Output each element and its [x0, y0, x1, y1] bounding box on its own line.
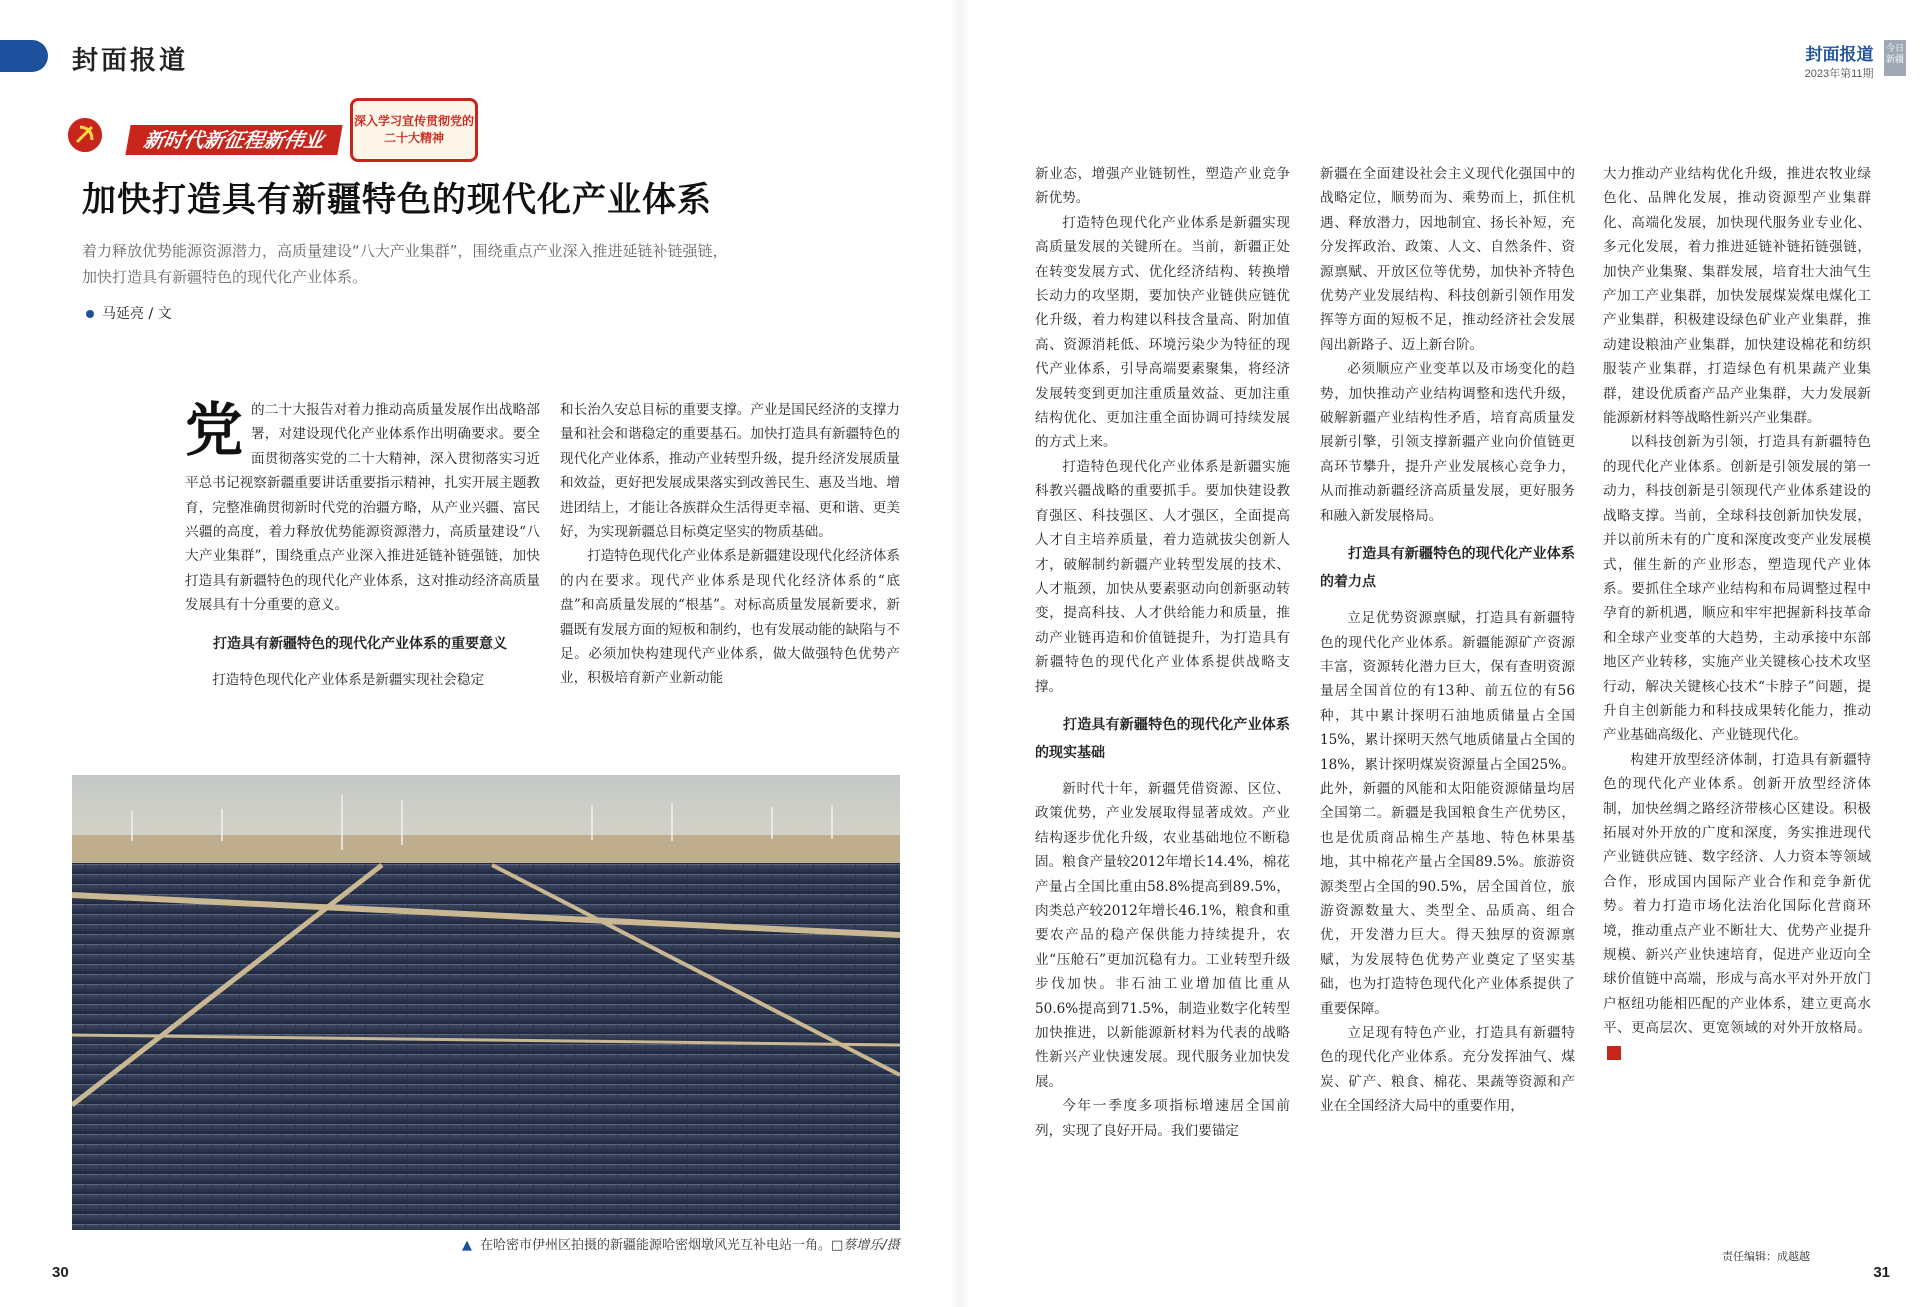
magazine-brand: 今日新疆 — [1884, 40, 1906, 76]
series-banner: 新时代新征程新伟业 — [125, 125, 342, 155]
text-column-5 — [1603, 162, 1871, 1065]
caption-text: 在哈密市伊州区拍摄的新疆能源哈密烟墩风光互补电站一角。 — [480, 1238, 832, 1253]
paragraph: 和长治久安总目标的重要支撑。产业是国民经济的支撑力量和社会和谐稳定的重要基石。加快打造具有新疆特色的现代化产业体系，推动产业转型升级，提升经济发展质量和效益，更好把发展成果落实到改善民生、惠及当地、增进团结上，才能让各族群众生活得更幸福、更和谐、更美好，为实现新疆总目标奠定坚实的物质基础。 — [560, 402, 900, 541]
paragraph: 立足现有特色产业，打造具有新疆特色的现代化产业体系。充分发挥油气、煤炭、矿产、粮食、棉花、果蔬等资源和产业在全国经济大局中的重要作用， — [1320, 1025, 1575, 1115]
issue-label: 2023年第11期 — [1804, 68, 1874, 80]
page-number-right: 31 — [1873, 1264, 1890, 1281]
paragraph: 立足优势资源禀赋，打造具有新疆特色的现代化产业体系。新疆能源矿产资源丰富，资源转化潜力巨大，保有查明资源量居全国首位的有13种、前五位的有56种，其中累计探明石油地质储量占全国15%，累计探明天然气地质储量占全国的18%，累计探明煤炭资源量占全国25%。此外，新疆的风能和太阳能资源储量均居全国第二。新疆是我国粮食生产优势区，也是优质商品棉生产基地、特色林果基地，其中棉花产量占全国89.5%。旅游资源类型占全国的90.5%，居全国首位，旅游资源数量大、类型全、品质高、组合优，开发潜力巨大。得天独厚的资源禀赋，为发展特色优势产业奠定了坚实基础，也为打造特色现代化产业体系提供了重要保障。 — [1320, 610, 1575, 1017]
section-heading: 打造具有新疆特色的现代化产业体系的重要意义 — [213, 635, 507, 652]
running-header-title: 封面报道 — [1805, 45, 1874, 64]
text-column-4 — [1320, 162, 1575, 1119]
paragraph: 打造特色现代化产业体系是新疆实现社会稳定 — [212, 671, 485, 688]
paragraph-text: 构建开放型经济体制，打造具有新疆特色的现代化产业体系。创新开放型经济体制，加快丝绸之路经济带核心区建设。积极拓展对外开放的广度和深度，务实推进现代产业链供应链、数字经济、人力资本等领域合作，形成国内国际产业合作和竞争新优势。着力打造市场化法治化国际化营商环境，推动重点产业不断壮大、优势产业提升规模、新兴产业快速培育，促进产业迈向全球价值链中高端，形成与高水平对外开放门户枢纽功能相匹配的产业体系，建立更高水平、更高层次、更宽领域的对外开放格局。 — [1603, 751, 1871, 1037]
article-lead: 着力释放优势能源资源潜力，高质量建设“八大产业集群”，围绕重点产业深入推进延链补链强链，加快打造具有新疆特色的现代化产业体系。 — [82, 242, 728, 286]
paragraph: 必须顺应产业变革以及市场变化的趋势，加快推动产业结构调整和迭代升级，破解新疆产业结构性矛盾，培育高质量发展新引擎，引领支撑新疆产业向价值链更高环节攀升，提升产业发展核心竞争力，从而推动新疆经济高质量发展，更好服务和融入新发展格局。 — [1320, 361, 1575, 524]
section-heading: 打造具有新疆特色的现代化产业体系的着力点 — [1320, 546, 1575, 591]
section-heading: 打造具有新疆特色的现代化产业体系的现实基础 — [1035, 716, 1290, 761]
section-tab — [0, 40, 48, 72]
theme-badge: 深入学习宣传贯彻党的二十大精神 — [350, 98, 478, 162]
end-mark-icon — [1607, 1046, 1621, 1060]
photo-caption — [462, 1234, 900, 1253]
text-column-3 — [1035, 162, 1290, 1143]
page-gutter — [950, 0, 970, 1307]
paragraph — [1603, 748, 1871, 1065]
paragraph: 新业态，增强产业链韧性，塑造产业竞争新优势。 — [1035, 166, 1290, 207]
paragraph: 以科技创新为引领，打造具有新疆特色的现代化产业体系。创新是引领发展的第一动力，科技创新是引领现代产业体系建设的战略支撑。当前，全球科技创新加快发展，并以前所未有的广度和深度改变产业发展模式，催生新的产业形态，塑造现代产业体系。要抓住全球产业结构和布局调整过程中孕育的新机遇，顺应和牢牢把握新科技革命和全球产业变革的大趋势，主动承接中东部地区产业转移，实施产业关键核心技术攻坚行动，解决关键核心技术“卡脖子”问题，提升自主创新能力和科技成果转化能力，推动产业基础高级化、产业链现代化。 — [1603, 434, 1871, 744]
paragraph: 打造特色现代化产业体系是新疆实施科教兴疆战略的重要抓手。要加快建设教育强区、科技强区、人才强区，全面提高人才自主培养质量，着力造就拔尖创新人才，破解制约新疆产业转型发展的技术、人才瓶颈，加快从要素驱动向创新驱动转变，提高科技、人才供给能力和质量，推动产业链再造和价值链提升，为打造具有新疆特色的现代化产业体系提供战略支撑。 — [1035, 458, 1290, 695]
paragraph: 的二十大报告对着力推动高质量发展作出战略部署，对建设现代化产业体系作出明确要求。要全面贯彻落实党的二十大精神，深入贯彻落实习近平总书记视察新疆重要讲话重要指示精神，扎实开展主题教育，完整准确贯彻新时代党的治疆方略，从产业兴疆、富民兴疆的高度，着力释放优势能源资源潜力，高质量建设“八大产业集群”，围绕重点产业深入推进延链补链强链，加快打造具有新疆特色的现代化产业体系，这对推动经济高质量发展具有十分重要的意义。 — [185, 402, 540, 614]
section-title: 封面报道 — [72, 46, 189, 76]
paragraph: 新时代十年，新疆凭借资源、区位、政策优势，产业发展取得显著成效。产业结构逐步优化升级，农业基础地位不断稳固。粮食产量较2012年增长14.4%，棉花产量占全国比重由58.8%提高到89.5%，肉类总产较2012年增长46.1%，粮食和重要农产品的稳产保供能力持续提升，农业“压舱石”更加沉稳有力。工业转型升级步伐加快。非石油工业增加值比重从50.6%提高到71.5%，制造业数字化转型加快推进，以新能源新材料为代表的战略性新兴产业快速发展。现代服务业加快发展。 — [1035, 780, 1290, 1090]
author-name: 马延亮 / 文 — [102, 306, 172, 322]
triangle-icon: ▲ — [462, 1238, 472, 1253]
byline — [86, 303, 172, 323]
article-headline: 加快打造具有新疆特色的现代化产业体系 — [82, 180, 712, 220]
paragraph: 打造特色现代化产业体系是新疆实现高质量发展的关键所在。当前，新疆正处在转变发展方式、优化经济结构、转换增长动力的攻坚期，要加快产业链供应链优化升级，着力构建以科技含量高、附加值高、资源消耗低、环境污染少为特征的现代产业体系，引导高端要素聚集，将经济发展转变到更加注重质量效益、更加注重结构优化、更加注重全面协调可持续发展的方式上来。 — [1035, 214, 1290, 451]
party-emblem-icon — [68, 118, 102, 152]
photo-credit: □蔡增乐/摄 — [831, 1238, 900, 1253]
paragraph: 新疆在全面建设社会主义现代化强国中的战略定位，顺势而为、乘势而上，抓住机遇、释放潜力，因地制宜、扬长补短，充分发挥政治、政策、人文、自然条件、资源禀赋、开放区位等优势，加快补齐特色优势产业发展结构、科技创新引领作用发挥等方面的短板不足，推动经济社会发展闯出新路子、迈上新台阶。 — [1320, 166, 1575, 353]
bullet-icon — [86, 310, 94, 318]
text-column-2 — [560, 398, 900, 691]
paragraph: 打造特色现代化产业体系是新疆建设现代化经济体系的内在要求。现代产业体系是现代化经济体系的“底盘”和高质量发展的“根基”。对标高质量发展新要求，新疆既有发展方面的短板和制约，也有发展动能的缺陷与不足。必须加快构建现代产业体系，做大做强特色优势产业，积极培育新产业新动能 — [560, 548, 900, 687]
editor-credit: 责任编辑：成越越 — [1722, 1250, 1810, 1263]
page-number-left: 30 — [52, 1264, 69, 1281]
solar-farm-photo — [72, 775, 900, 1230]
running-header — [1805, 40, 1906, 81]
paragraph: 今年一季度多项指标增速居全国前列，实现了良好开局。我们要锚定 — [1035, 1098, 1290, 1139]
paragraph: 大力推动产业结构优化升级，推进农牧业绿色化、品牌化发展，推动资源型产业集群化、高端化发展，加快现代服务业专业化、多元化发展，着力推进延链补链拓链强链，加快产业集聚、集群发展，培育壮大油气生产加工产业集群，加快发展煤炭煤电煤化工产业集群，积极建设绿色矿业产业集群，推动建设粮油产业集群，加快建设棉花和纺织服装产业集群，打造绿色有机果蔬产业集群，建设优质畜产品产业集群，大力发展新能源新材料等战略性新兴产业集群。 — [1603, 166, 1871, 427]
drop-cap: 党 — [185, 396, 244, 464]
text-column-1 — [185, 398, 540, 692]
